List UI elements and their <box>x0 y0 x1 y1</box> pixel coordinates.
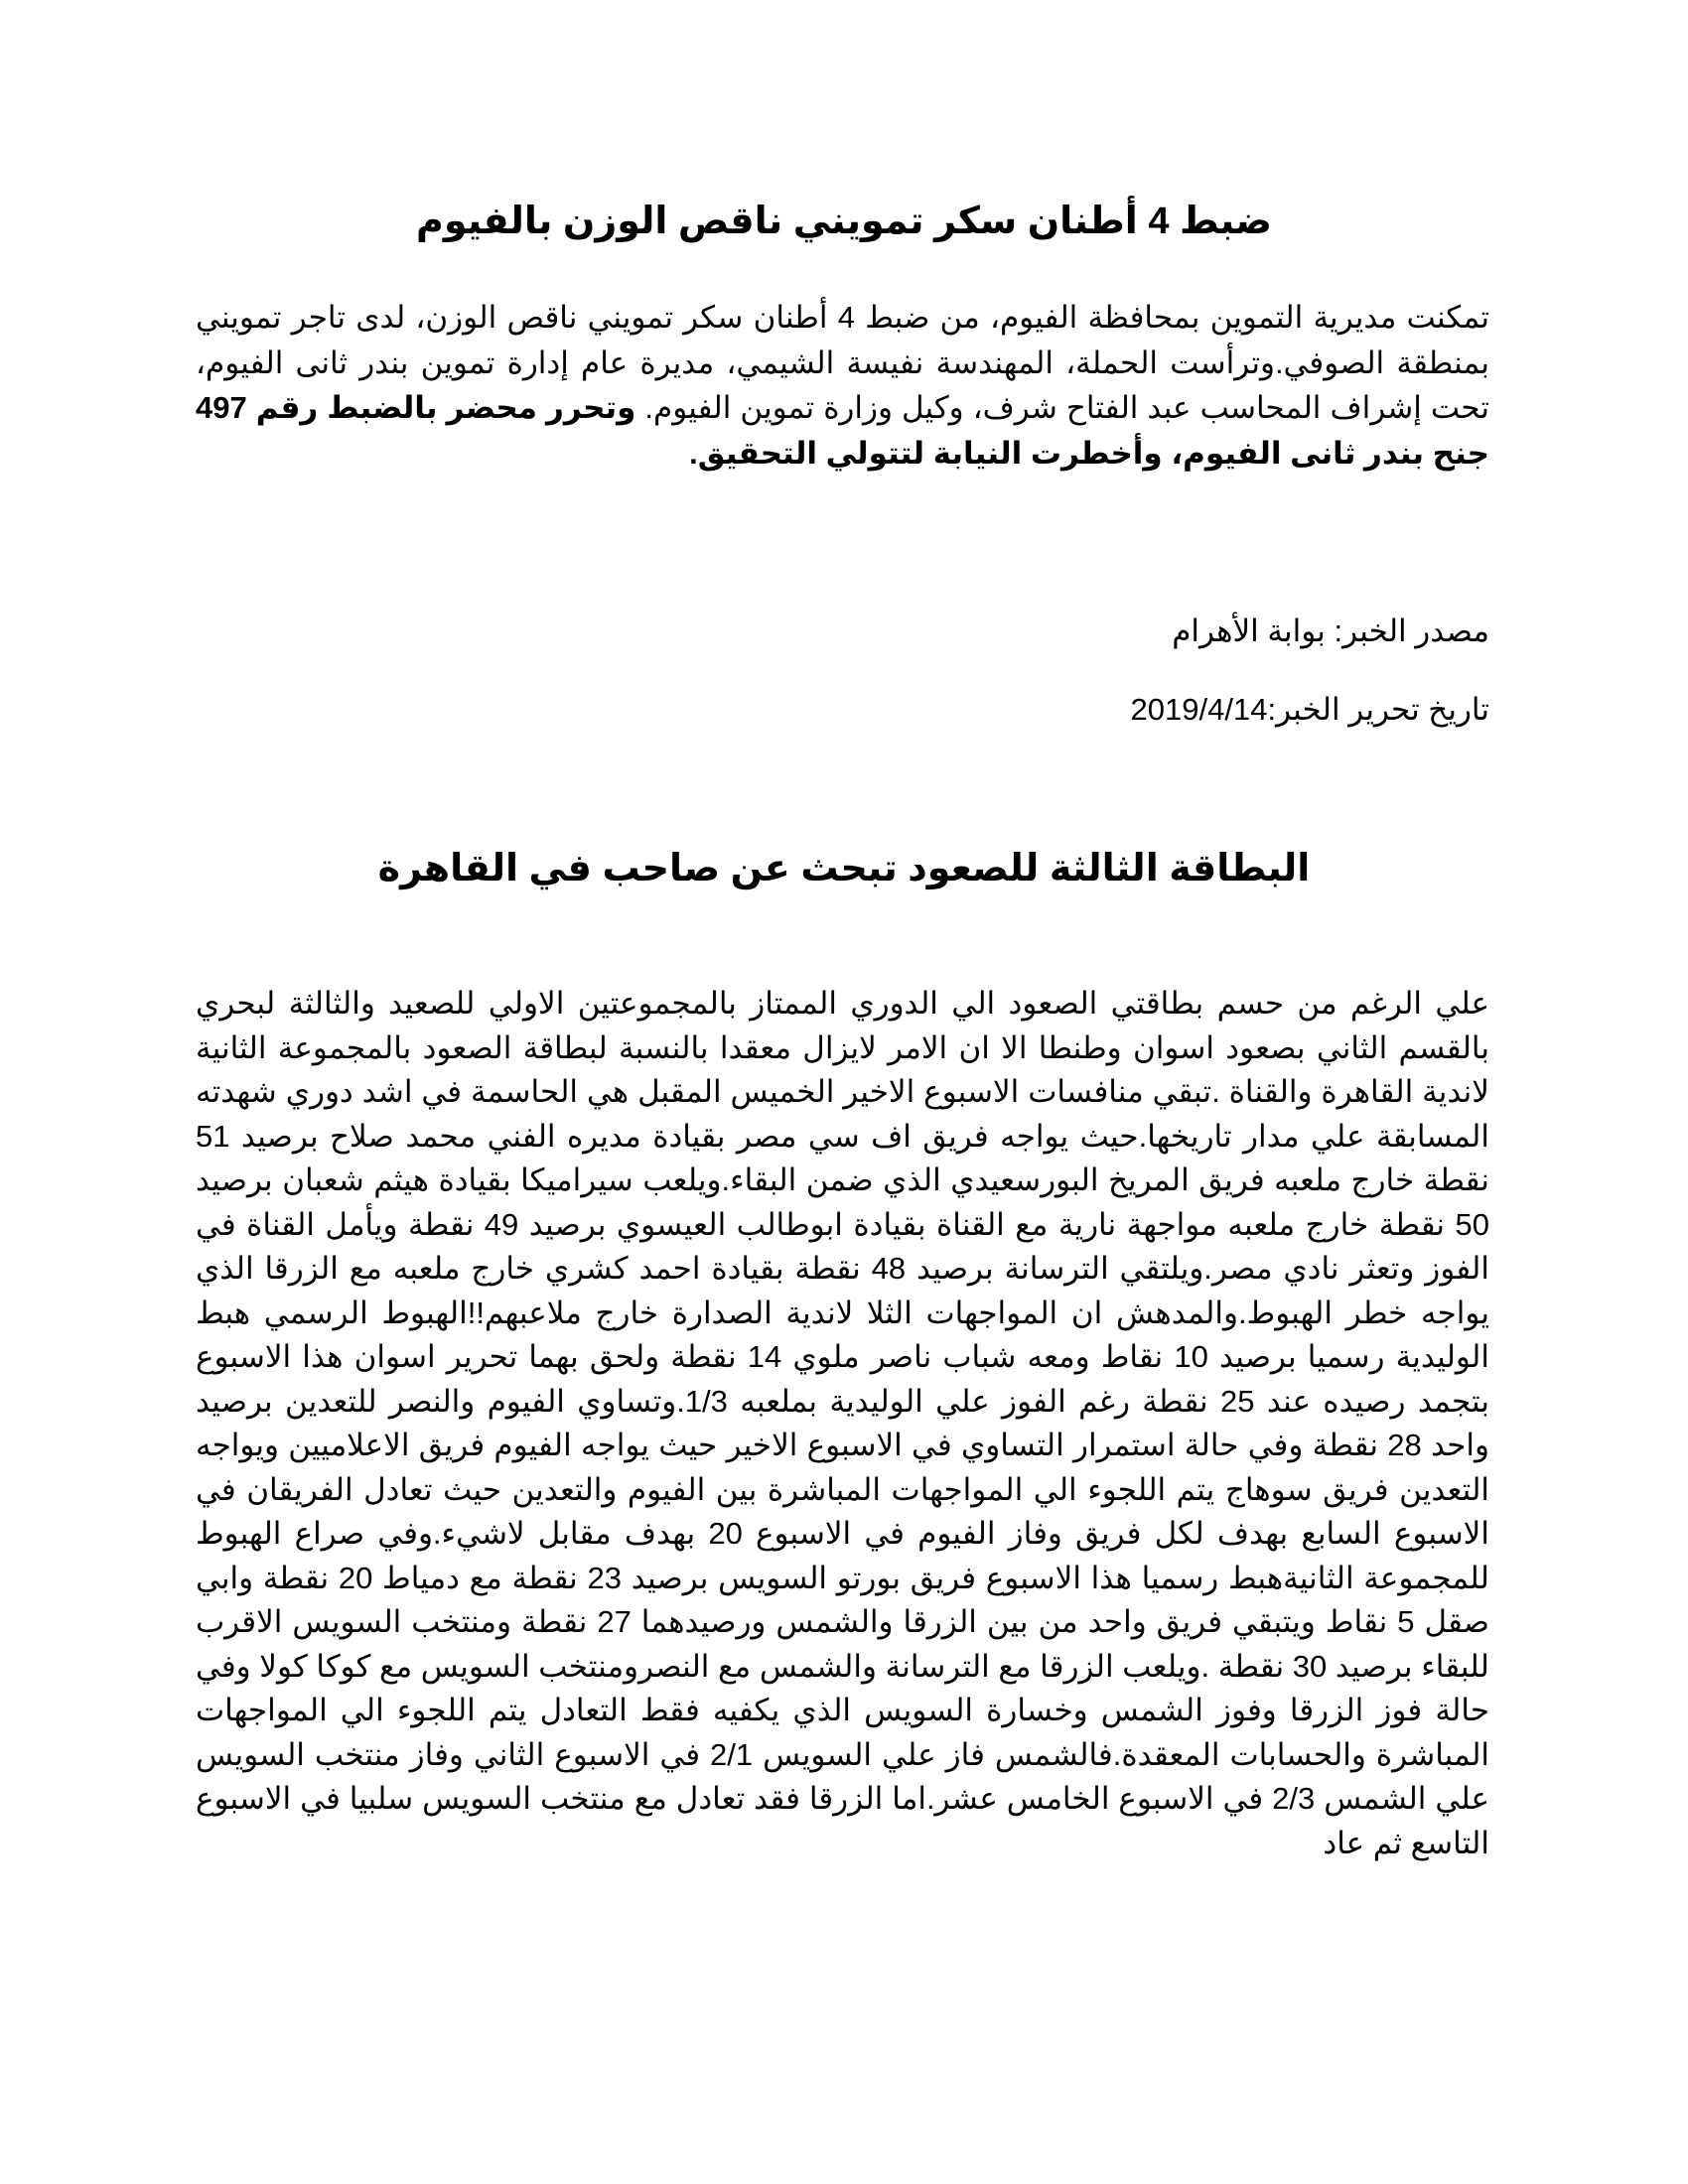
article-1-title: ضبط 4 أطنان سكر تمويني ناقص الوزن بالفيوم <box>416 201 1272 242</box>
article-1-body-text: تمكنت مديرية التموين بمحافظة الفيوم، من ضبط 4 أطنان سكر تمويني ناقص الوزن، لدى تاجر تمويني بمنطقة الصوفي.وترأست الحملة، المهندسة نفيسة الشيمي، مديرة عام إدارة تموين بندر ثانى الفيوم، تحت إشراف المحاسب عبد الفتاح شرف، وكيل وزارة تموين الفيوم. <box>196 300 1490 425</box>
article-2-title: البطاقة الثالثة للصعود تبحث عن صاحب في القاهرة <box>377 848 1311 889</box>
article-1-date: تاريخ تحرير الخبر:2019/4/14 <box>1130 692 1489 727</box>
article-2-body: علي الرغم من حسم بطاقتي الصعود الي الدوري الممتاز بالمجموعتين الاولي للصعيد والثالثة لبحري بالقسم الثاني بصعود اسوان وطنطا الا ان الامر لايزال معقدا بالنسبة لبطاقة الصعود بالمجموعة الثانية لاندية القاهرة والقناة .تبقي منافسات الاسبوع الاخير الخميس المقبل هي الحاسمة في اشد دوري شهدته المسابقة علي مدار تاريخها.حيث يواجه فريق اف سي مصر بقيادة مديره الفني محمد صلاح برصيد 51 نقطة خارج ملعبه فريق المريخ البورسعيدي الذي ضمن البقاء.ويلعب سيراميكا بقيادة هيثم شعبان برصيد 50 نقطة خارج ملعبه مواجهة نارية مع القناة بقيادة ابوطالب العيسوي برصيد 49 نقطة ويأمل القناة في الفوز وتعثر نادي مصر.ويلتقي الترسانة برصيد 48 نقطة بقيادة احمد كشري خارج ملعبه مع الزرقا الذي يواجه خطر الهبوط.والمدهش ان المواجهات الثلا لاندية الصدارة خارج ملاعبهم!!الهبوط الرسمي هبط الوليدية رسميا برصيد 10 نقاط ومعه شباب ناصر ملوي 14 نقطة ولحق بهما تحرير اسوان هذا الاسبوع بتجمد رصيده عند 25 نقطة رغم الفوز علي الوليدية بملعبه 1/3.وتساوي الفيوم والنصر للتعدين برصيد واحد 28 نقطة وفي حالة استمرار التساوي في الاسبوع الاخير حيث يواجه الفيوم فريق الاعلاميين ويواجه التعدين فريق سوهاج يتم اللجوء الي المواجهات المباشرة بين الفيوم والتعدين حيث تعادل الفريقان في الاسبوع السابع بهدف لكل فريق وفاز الفيوم في الاسبوع 20 بهدف مقابل لاشيء.وفي صراع الهبوط للمجموعة الثانيةهبط رسميا هذا الاسبوع فريق بورتو السويس برصيد 23 نقطة مع دمياط 20 نقطة وابي صقل 5 نقاط ويتبقي فريق واحد من بين الزرقا والشمس ورصيدهما 27 نقطة ومنتخب السويس الاقرب للبقاء برصيد 30 نقطة .ويلعب الزرقا مع الترسانة والشمس مع النصرومنتخب السويس مع كوكا كولا وفي حالة فوز الزرقا وفوز الشمس وخسارة السويس الذي يكفيه فقط التعادل يتم اللجوء الي المواجهات المباشرة والحسابات المعقدة.فالشمس فاز علي السويس 2/1 في الاسبوع الثاني وفاز منتخب السويس علي الشمس 2/3 في الاسبوع الخامس عشر.اما الزرقا فقد تعادل مع منتخب السويس سلبيا في الاسبوع التاسع ثم عاد <box>196 986 1490 1860</box>
article-1-source: مصدر الخبر: بوابة الأهرام <box>1172 614 1489 648</box>
article-1-body <box>196 295 1489 476</box>
article-1-body-bold-text: وتحرر محضر بالضبط رقم 497 جنح بندر ثانى الفيوم، وأخطرت النيابة لتتولي التحقيق. <box>196 390 1489 471</box>
